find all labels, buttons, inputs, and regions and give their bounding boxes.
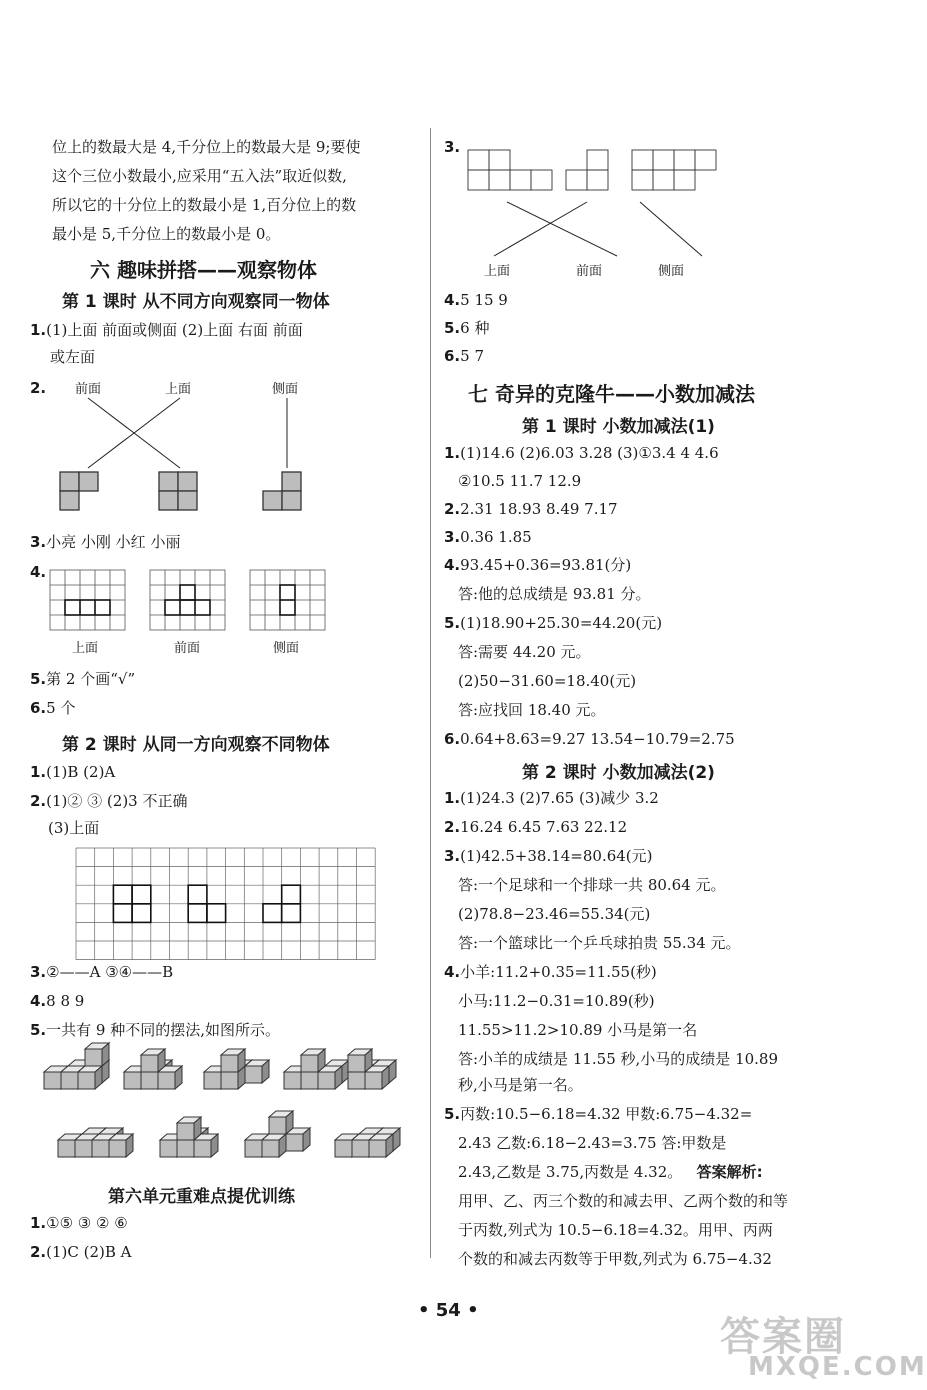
b-q3-line-2: 答:一个足球和一个排球一共 80.64 元。 — [458, 876, 726, 894]
q-number: 4. — [444, 556, 461, 574]
l2-q2-line-2: (3)上面 — [48, 819, 100, 837]
cube — [85, 1043, 109, 1066]
r-q1-line — [30, 1213, 128, 1233]
b-q4-line — [444, 962, 657, 982]
answer-text: (1)C (2)B A — [46, 1243, 132, 1261]
answer-text: 小亮 小刚 小红 小丽 — [46, 533, 181, 551]
b-q4-line-2: 小马:11.2−0.31=10.89(秒) — [458, 992, 655, 1010]
b-q4-line-4: 答:小羊的成绩是 11.55 秒,小马的成绩是 10.89 — [458, 1050, 779, 1068]
answer-text: (1)B (2)A — [46, 763, 116, 781]
a-q5-line-3: (2)50−31.60=18.40(元) — [458, 672, 637, 690]
q1-line-2: 或左面 — [50, 348, 96, 366]
answer-text: 丙数:10.5−6.18=4.32 甲数:6.75−4.32= — [460, 1105, 753, 1123]
unit-7-title: 七 奇异的克隆牛——小数加减法 — [468, 382, 755, 406]
q-number: 2. — [30, 379, 47, 397]
q-number: 4. — [30, 563, 47, 581]
page-number: • 54 • — [418, 1300, 479, 1321]
q-number: 4. — [444, 291, 461, 309]
q-number: 3. — [30, 963, 47, 981]
intro-line: 所以它的十分位上的数最小是 1,百分位上的数 — [52, 196, 357, 214]
r-q6-line — [444, 346, 484, 366]
q-number: 3. — [30, 533, 47, 551]
b-q5-line-6: 个数的和减去丙数等于甲数,列式为 6.75−4.32 — [458, 1250, 772, 1268]
answer-text: 8 8 9 — [46, 992, 85, 1010]
r-q4-line — [444, 290, 508, 310]
r-lesson-2-title: 第 2 课时 小数加减法(2) — [522, 763, 715, 783]
a-q4-line-2: 答:他的总成绩是 93.81 分。 — [458, 585, 651, 603]
q-number: 2. — [30, 1243, 47, 1261]
b-q3-line-4: 答:一个篮球比一个乒乓球拍贵 55.34 元。 — [458, 934, 741, 952]
r-lesson-1-title: 第 1 课时 小数加减法(1) — [522, 417, 715, 437]
cube — [78, 1066, 102, 1089]
q-number: 1. — [444, 444, 461, 462]
q-number: 2. — [444, 818, 461, 836]
a-q1-line — [444, 443, 719, 463]
q2-label-top: 上面 — [165, 382, 192, 397]
intro-line: 位上的数最大是 4,千分位上的数最大是 9;要使 — [52, 138, 361, 156]
a-q2-line — [444, 499, 618, 519]
r-q2-line — [30, 1242, 132, 1262]
q-number: 3. — [444, 528, 461, 546]
b-q2-line — [444, 817, 627, 837]
analysis-label: 答案解析: — [696, 1163, 763, 1181]
b-q3-line-3: (2)78.8−23.46=55.34(元) — [458, 905, 651, 923]
lesson-2-title: 第 2 课时 从同一方向观察不同物体 — [62, 735, 330, 755]
answer-text: 0.64+8.63=9.27 13.54−10.79=2.75 — [460, 730, 735, 748]
watermark-url: MXQE.COM — [748, 1352, 927, 1382]
r-q3-views-figure — [432, 0, 900, 260]
cube — [221, 1049, 245, 1072]
r-q3-label-side: 侧面 — [658, 264, 685, 279]
q-number: 1. — [30, 321, 47, 339]
q-number: 5. — [444, 1105, 461, 1123]
cube — [348, 1049, 372, 1072]
answer-text: ①⑤ ③ ② ⑥ — [46, 1214, 128, 1232]
lesson-1-title: 第 1 课时 从不同方向观察同一物体 — [62, 292, 330, 312]
answer-text: (1)② ③ (2)3 不正确 — [46, 792, 188, 810]
q-number: 6. — [444, 730, 461, 748]
unit-6-title: 六 趣味拼搭——观察物体 — [90, 258, 317, 282]
l2-q5-cube-arrangements — [0, 0, 430, 1170]
r-q3-label-top: 上面 — [484, 264, 511, 279]
q-number: 2. — [30, 792, 47, 810]
answer-text: 16.24 6.45 7.63 22.12 — [460, 818, 628, 836]
a-q5-line — [444, 613, 662, 633]
q-number: 5. — [30, 1021, 47, 1039]
answer-text: 2.31 18.93 8.49 7.17 — [460, 500, 618, 518]
cube — [177, 1117, 201, 1140]
b-q5-line-2: 2.43 乙数:6.18−2.43=3.75 答:甲数是 — [458, 1134, 727, 1152]
answer-text: 一共有 9 种不同的摆法,如图所示。 — [46, 1021, 280, 1039]
answer-text: (1)上面 前面或侧面 (2)上面 右面 前面 — [46, 321, 303, 339]
a-q5-line-2: 答:需要 44.20 元。 — [458, 643, 591, 661]
intro-line: 这个三位小数最小,应采用“五入法”取近似数, — [52, 167, 347, 185]
b-q1-line — [444, 788, 659, 808]
answer-text: 0.36 1.85 — [460, 528, 532, 546]
q-number: 4. — [30, 992, 47, 1010]
b-q4-line-3: 11.55>11.2>10.89 小马是第一名 — [458, 1021, 698, 1039]
q2-label-front: 前面 — [75, 382, 102, 397]
q-number: 5. — [444, 614, 461, 632]
q-number: 1. — [30, 1214, 47, 1232]
b-q3-line — [444, 846, 653, 866]
answer-text: (1)24.3 (2)7.65 (3)减少 3.2 — [460, 789, 659, 807]
q-number: 3. — [444, 847, 461, 865]
q2-label-side: 侧面 — [272, 382, 299, 397]
a-q5-line-4: 答:应找回 18.40 元。 — [458, 701, 606, 719]
q-number: 6. — [30, 699, 47, 717]
r-q3-label-front: 前面 — [576, 264, 603, 279]
answer-text: (1)18.90+25.30=44.20(元) — [460, 614, 663, 632]
cube — [301, 1049, 325, 1072]
b-q5-line-5: 于丙数,列式为 10.5−6.18=4.32。用甲、丙两 — [458, 1221, 773, 1239]
intro-line: 最小是 5,千分位上的数最小是 0。 — [52, 225, 281, 243]
b-q5-line-4: 用甲、乙、丙三个数的和减去甲、乙两个数的和等 — [458, 1192, 789, 1210]
b-q5-line — [444, 1104, 752, 1124]
watermark-logo: 答案圈 — [720, 1314, 846, 1360]
answer-text: 2.43,乙数是 3.75,丙数是 4.32。 — [458, 1163, 683, 1181]
answer-text: 6 种 — [460, 319, 490, 337]
q-number: 1. — [30, 763, 47, 781]
b-q4-line-5: 秒,小马是第一名。 — [458, 1076, 583, 1094]
answer-text: 5 个 — [46, 699, 76, 717]
r-q5-line — [444, 318, 489, 338]
answer-text: 5 7 — [460, 347, 484, 365]
cube — [369, 1134, 393, 1157]
q4-label-top: 上面 — [72, 641, 99, 656]
a-q1-line-2: ②10.5 11.7 12.9 — [458, 472, 582, 490]
column-divider — [430, 128, 431, 1258]
q-number: 4. — [444, 963, 461, 981]
a-q4-line — [444, 555, 631, 575]
q-number: 5. — [444, 319, 461, 337]
answer-text: 小羊:11.2+0.35=11.55(秒) — [460, 963, 657, 981]
q-number: 2. — [444, 500, 461, 518]
answer-text: 5 15 9 — [460, 291, 508, 309]
q-number: 1. — [444, 789, 461, 807]
q4-label-front: 前面 — [174, 641, 201, 656]
b-q5-line-3 — [458, 1162, 763, 1182]
review-title: 第六单元重难点提优训练 — [108, 1187, 295, 1207]
cube — [262, 1134, 286, 1157]
cube — [109, 1134, 133, 1157]
cube — [141, 1049, 165, 1072]
answer-text: 93.45+0.36=93.81(分) — [460, 556, 632, 574]
q-number: 5. — [30, 670, 47, 688]
cube — [269, 1111, 293, 1134]
answer-text: 第 2 个画“√” — [46, 670, 136, 688]
answer-text: (1)42.5+38.14=80.64(元) — [460, 847, 653, 865]
a-q3-line — [444, 527, 532, 547]
a-q6-line — [444, 729, 735, 749]
q4-label-side: 侧面 — [273, 641, 300, 656]
answer-text: (1)14.6 (2)6.03 3.28 (3)①3.4 4 4.6 — [460, 444, 719, 462]
q-number: 6. — [444, 347, 461, 365]
q-number: 3. — [444, 138, 461, 156]
answer-text: ②——A ③④——B — [46, 963, 174, 981]
cube — [245, 1060, 269, 1083]
